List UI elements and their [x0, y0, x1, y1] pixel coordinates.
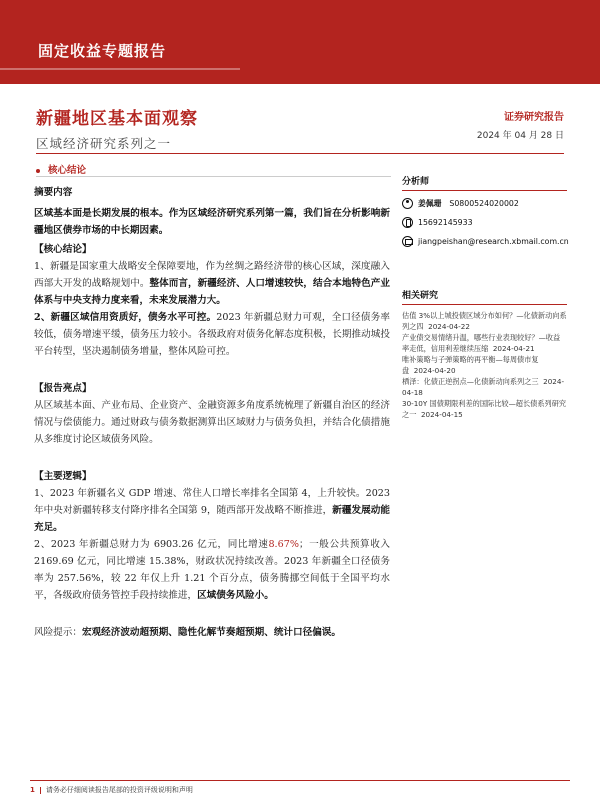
analyst-name-row — [402, 196, 567, 210]
bullet-icon — [36, 169, 40, 173]
related-research-title: 相关研究 — [402, 288, 567, 305]
highlight-heading: 【报告亮点】 — [34, 383, 92, 394]
phone-icon — [402, 217, 413, 228]
page-subtitle: 区域经济研究系列之一 — [36, 136, 172, 151]
related-item[interactable]: 栖泽：化债正逆拐点—化债新动向系列之三 2024-04-18 — [402, 377, 565, 397]
logic-paragraph-2: 2、2023 年新疆总财力为 6903.26 亿元，同比增速8.67%；一般公共预算收入 2169.69 亿元，同比增速 15.38%，财政状况持续改善。2023 年新疆全口径债务率为 257.56%，较 22 年仅上升 1.21 个百分点，债务腾挪空间低于全国平均水平，各级政府债务管控手段持续推进，区域债务风险小。 — [34, 539, 390, 601]
title-divider — [36, 153, 564, 154]
footer-bar — [40, 787, 41, 794]
core-paragraph-1: 1、新疆是国家重大战略安全保障要地，作为丝绸之路经济带的核心区域，深度融入西部大开发的战略规划中。整体而言，新疆经济、人口增速较快，结合本地特色产业体系与中央支持力度来看，未来发展潜力大。 — [34, 261, 390, 306]
user-icon — [402, 198, 413, 209]
page-number: 1 — [30, 786, 35, 794]
logic-paragraph-1: 1、2023 年新疆名义 GDP 增速、常住人口增长率排名全国第 4，上升较快。2023 年中央对新疆转移支付降序排名全国第 9，随西部开发战略不断推进，新疆发展动能充足。 — [34, 488, 391, 533]
section-tag-label: 核心结论 — [48, 165, 87, 176]
related-item[interactable]: 估值 3%以上城投债区域分布如何？—化债新动向系列之四 2024-04-22 — [402, 311, 567, 331]
analyst-name: 姜佩珊 — [418, 198, 442, 208]
page-title: 新疆地区基本面观察 — [36, 109, 198, 129]
header-stripe — [0, 68, 240, 70]
related-research-list — [402, 311, 567, 420]
logic-heading: 【主要逻辑】 — [34, 471, 92, 482]
report-date: 2024 年 04 月 28 日 — [476, 131, 564, 141]
section-tag — [36, 162, 86, 176]
sidebar — [402, 174, 567, 421]
core-paragraph-2: 2、新疆区域信用资质好，债务水平可控。2023 年新疆总财力可观，全口径债务率较低，债务增速平缓，债务压力较小。各级政府对债务化解态度积极，长期推动城投平台转型，坚决遏制债务增量，整体风险可控。 — [34, 312, 390, 357]
analyst-title: 分析师 — [402, 174, 567, 191]
related-item[interactable]: 唯补策略与子弹策略的再平衡—每周债市复盘 2024-04-20 — [402, 355, 539, 375]
abstract-intro: 区域基本面是长期发展的根本。作为区域经济研究系列第一篇，我们旨在分析影响新疆地区债券市场的中长期因素。 — [34, 208, 390, 236]
risk-label: 风险提示： — [34, 627, 82, 638]
analyst-phone: 15692145933 — [418, 217, 473, 227]
highlight-paragraph: 从区域基本面、产业布局、企业资产、金融资源多角度系统梳理了新疆自治区的经济情况与偿债能力。通过财政与债务数据测算出区域财力与债务负担，并结合化债措施从多维度讨论区域债务风险。 — [34, 400, 390, 445]
analyst-email[interactable]: jiangpeishan@research.xbmail.com.cn — [418, 236, 569, 246]
section-divider — [36, 176, 391, 177]
footer-divider — [30, 780, 570, 781]
core-heading: 【核心结论】 — [34, 244, 92, 255]
analyst-email-row[interactable] — [402, 234, 567, 248]
analyst-license: S0800524020002 — [449, 198, 519, 208]
risk-notice — [34, 624, 394, 641]
related-item[interactable]: 产业债交易情绪升温，哪些行业表现较好？—收益率走低，信用利差继续压缩 2024-04-21 — [402, 333, 561, 353]
mail-icon — [402, 236, 413, 247]
abstract-body — [34, 184, 390, 604]
abstract-label: 摘要内容 — [34, 187, 73, 198]
report-type-label: 证券研究报告 — [504, 112, 564, 123]
analyst-phone-row — [402, 215, 567, 229]
footer — [30, 785, 193, 795]
risk-text: 宏观经济波动超预期、隐性化解节奏超预期、统计口径偏误。 — [81, 627, 341, 638]
footer-disclaimer: 请务必仔细阅读报告尾部的投资评级说明和声明 — [45, 786, 193, 794]
related-item[interactable]: 30-10Y 国债期限利差的国际比较—超长债系列研究之一 2024-04-15 — [402, 399, 567, 419]
report-category-title: 固定收益专题报告 — [38, 42, 167, 60]
header-band — [0, 0, 600, 84]
